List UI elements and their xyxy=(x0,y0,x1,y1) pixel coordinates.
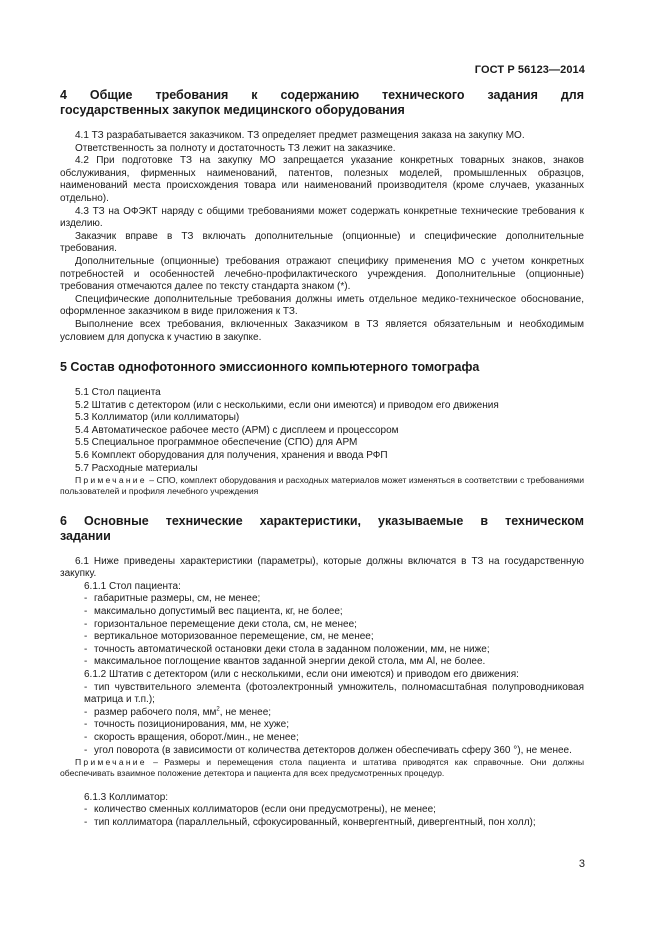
paragraph-4-3d: Специфические дополнительные требования должны иметь отдельное медико-техническое обоснование, оформленное заказчиком в виде приложения к ТЗ. xyxy=(60,293,584,318)
section-6-title xyxy=(60,514,584,544)
document-header: ГОСТ Р 56123—2014 xyxy=(474,64,585,76)
section-6-title-line2: задании xyxy=(60,528,111,543)
list-item: 5.7 Расходные материалы xyxy=(75,462,198,474)
list-item: - тип коллиматора (параллельный, сфокусированный, конвергентный, дивергентный, пон холл); xyxy=(60,817,584,830)
list-item: 5.1 Стол пациента xyxy=(75,387,161,399)
list-6-1-2 xyxy=(60,682,584,758)
page-content xyxy=(60,88,584,829)
list-item: - тип чувствительного элемента (фотоэлектронный умножитель, полномасштабная полупроводниковая матрица и т.п.); xyxy=(60,682,584,707)
note-text: – СПО, комплект оборудования и расходных материалов может изменяться в соответствии с требованиями пользователей и профиля лечебного учреждения xyxy=(60,475,584,497)
paragraph-4-3c: Дополнительные (опционные) требования отражают специфику применения МО с учетом конкретных потребностей и особенностей лечебно-профилактического учреждения. Дополнительные (опционные) требования отмечаются далее по тексту стандарта знаком (*). xyxy=(60,255,584,293)
superscript: 2 xyxy=(216,706,220,713)
heading-6-1-3: 6.1.3 Коллиматор: xyxy=(84,791,169,803)
list-item: - точность позиционирования, мм, не хуже; xyxy=(60,719,584,732)
list-item: - угол поворота (в зависимости от количества детекторов должен обеспечивать сферу 360 °), не менее. xyxy=(60,745,584,758)
section-6-title-line1: 6 Основные технические характеристики, указываемые в техническом xyxy=(60,513,584,528)
list-item: 5.3 Коллиматор (или коллиматоры) xyxy=(75,412,240,424)
list-6-1-1 xyxy=(60,593,584,669)
section-4-title-line1: 4 Общие требования к содержанию технического задания для xyxy=(60,88,584,102)
list-item-text: размер рабочего поля, мм xyxy=(94,706,217,718)
list-item: - габаритные размеры, см, не менее; xyxy=(60,593,584,606)
paragraph-4-1: 4.1 ТЗ разрабатывается заказчиком. ТЗ определяет предмет размещения заказа на закупку МО. xyxy=(75,130,525,141)
list-item: - горизонтальное перемещение деки стола, см, не менее; xyxy=(60,619,584,632)
paragraph-4-3e: Выполнение всех требования, включенных Заказчиком в ТЗ является обязательным и необходимым условием для допуска к участию в закупке. xyxy=(60,318,584,343)
list-item: 5.2 Штатив с детектором (или с несколькими, если они имеются) и приводом его движения xyxy=(75,399,499,411)
paragraph-6-1: 6.1 Ниже приведены характеристики (параметры), которые должны включатся в ТЗ на государственную закупку. xyxy=(60,555,584,580)
list-item: - скорость вращения, оборот./мин., не менее; xyxy=(60,732,584,745)
list-item-text: , не менее; xyxy=(219,706,272,718)
list-6-1-3 xyxy=(60,804,584,829)
section-5-title: 5 Состав однофотонного эмиссионного компьютерного томографа xyxy=(60,360,480,375)
note-text: – Размеры и перемещения стола пациента и штатива приводятся как справочные. Они должны обеспечивать взаимное положение детектора и пациента для всех предусмотренных процедур. xyxy=(60,757,584,779)
note-label: Примечание xyxy=(75,475,147,486)
list-item: - максимально допустимый вес пациента, кг, не более; xyxy=(60,606,584,619)
paragraph-4-2: 4.2 При подготовке ТЗ на закупку МО запрещается указание конкретных товарных знаков, знаков обслуживания, фирменных наименований, патентов, полезных моделей, промышленных образцов, наименований места происхождения товара или наименований производителя (кроме случаев, указанных отдельно). xyxy=(60,155,584,204)
heading-6-1-1: 6.1.1 Стол пациента: xyxy=(84,580,181,592)
heading-6-1-2: 6.1.2 Штатив с детектором (или с несколькими, если они имеются) и приводом его движения: xyxy=(84,669,519,680)
section-6-note xyxy=(60,757,584,779)
list-item: - количество сменных коллиматоров (если они предусмотрены), не менее; xyxy=(60,804,584,817)
page-number: 3 xyxy=(578,858,585,870)
list-item: - максимальное поглощение квантов заданной энергии декой стола, мм Al, не более. xyxy=(60,656,584,669)
section-5-note xyxy=(60,475,584,497)
paragraph-4-1b: Ответственность за полноту и достаточность ТЗ лежит на заказчике. xyxy=(75,142,396,154)
list-item: - вертикальное моторизованное перемещение, см, не менее; xyxy=(60,631,584,644)
paragraph-4-3: 4.3 ТЗ на ОФЭКТ наряду с общими требованиями может содержать конкретные технические требования к изделию. xyxy=(60,205,584,230)
section-4-title xyxy=(60,88,584,118)
list-item: - точность автоматической остановки деки стола в заданном положении, мм, не ниже; xyxy=(60,644,584,657)
section-4-title-line2: государственных закупок медицинского оборудования xyxy=(60,103,405,117)
list-item xyxy=(60,707,584,720)
list-item: 5.6 Комплект оборудования для получения, хранения и ввода РФП xyxy=(75,450,388,462)
paragraph-4-3b: Заказчик вправе в ТЗ включать дополнительные (опционные) и специфические дополнительные требования. xyxy=(60,230,584,255)
note-label: Примечание xyxy=(75,757,147,768)
list-item: 5.5 Специальное программное обеспечение (СПО) для АРМ xyxy=(75,437,358,449)
section-5-list xyxy=(60,387,584,475)
list-item: 5.4 Автоматическое рабочее место (АРМ) с дисплеем и процессором xyxy=(75,424,399,436)
